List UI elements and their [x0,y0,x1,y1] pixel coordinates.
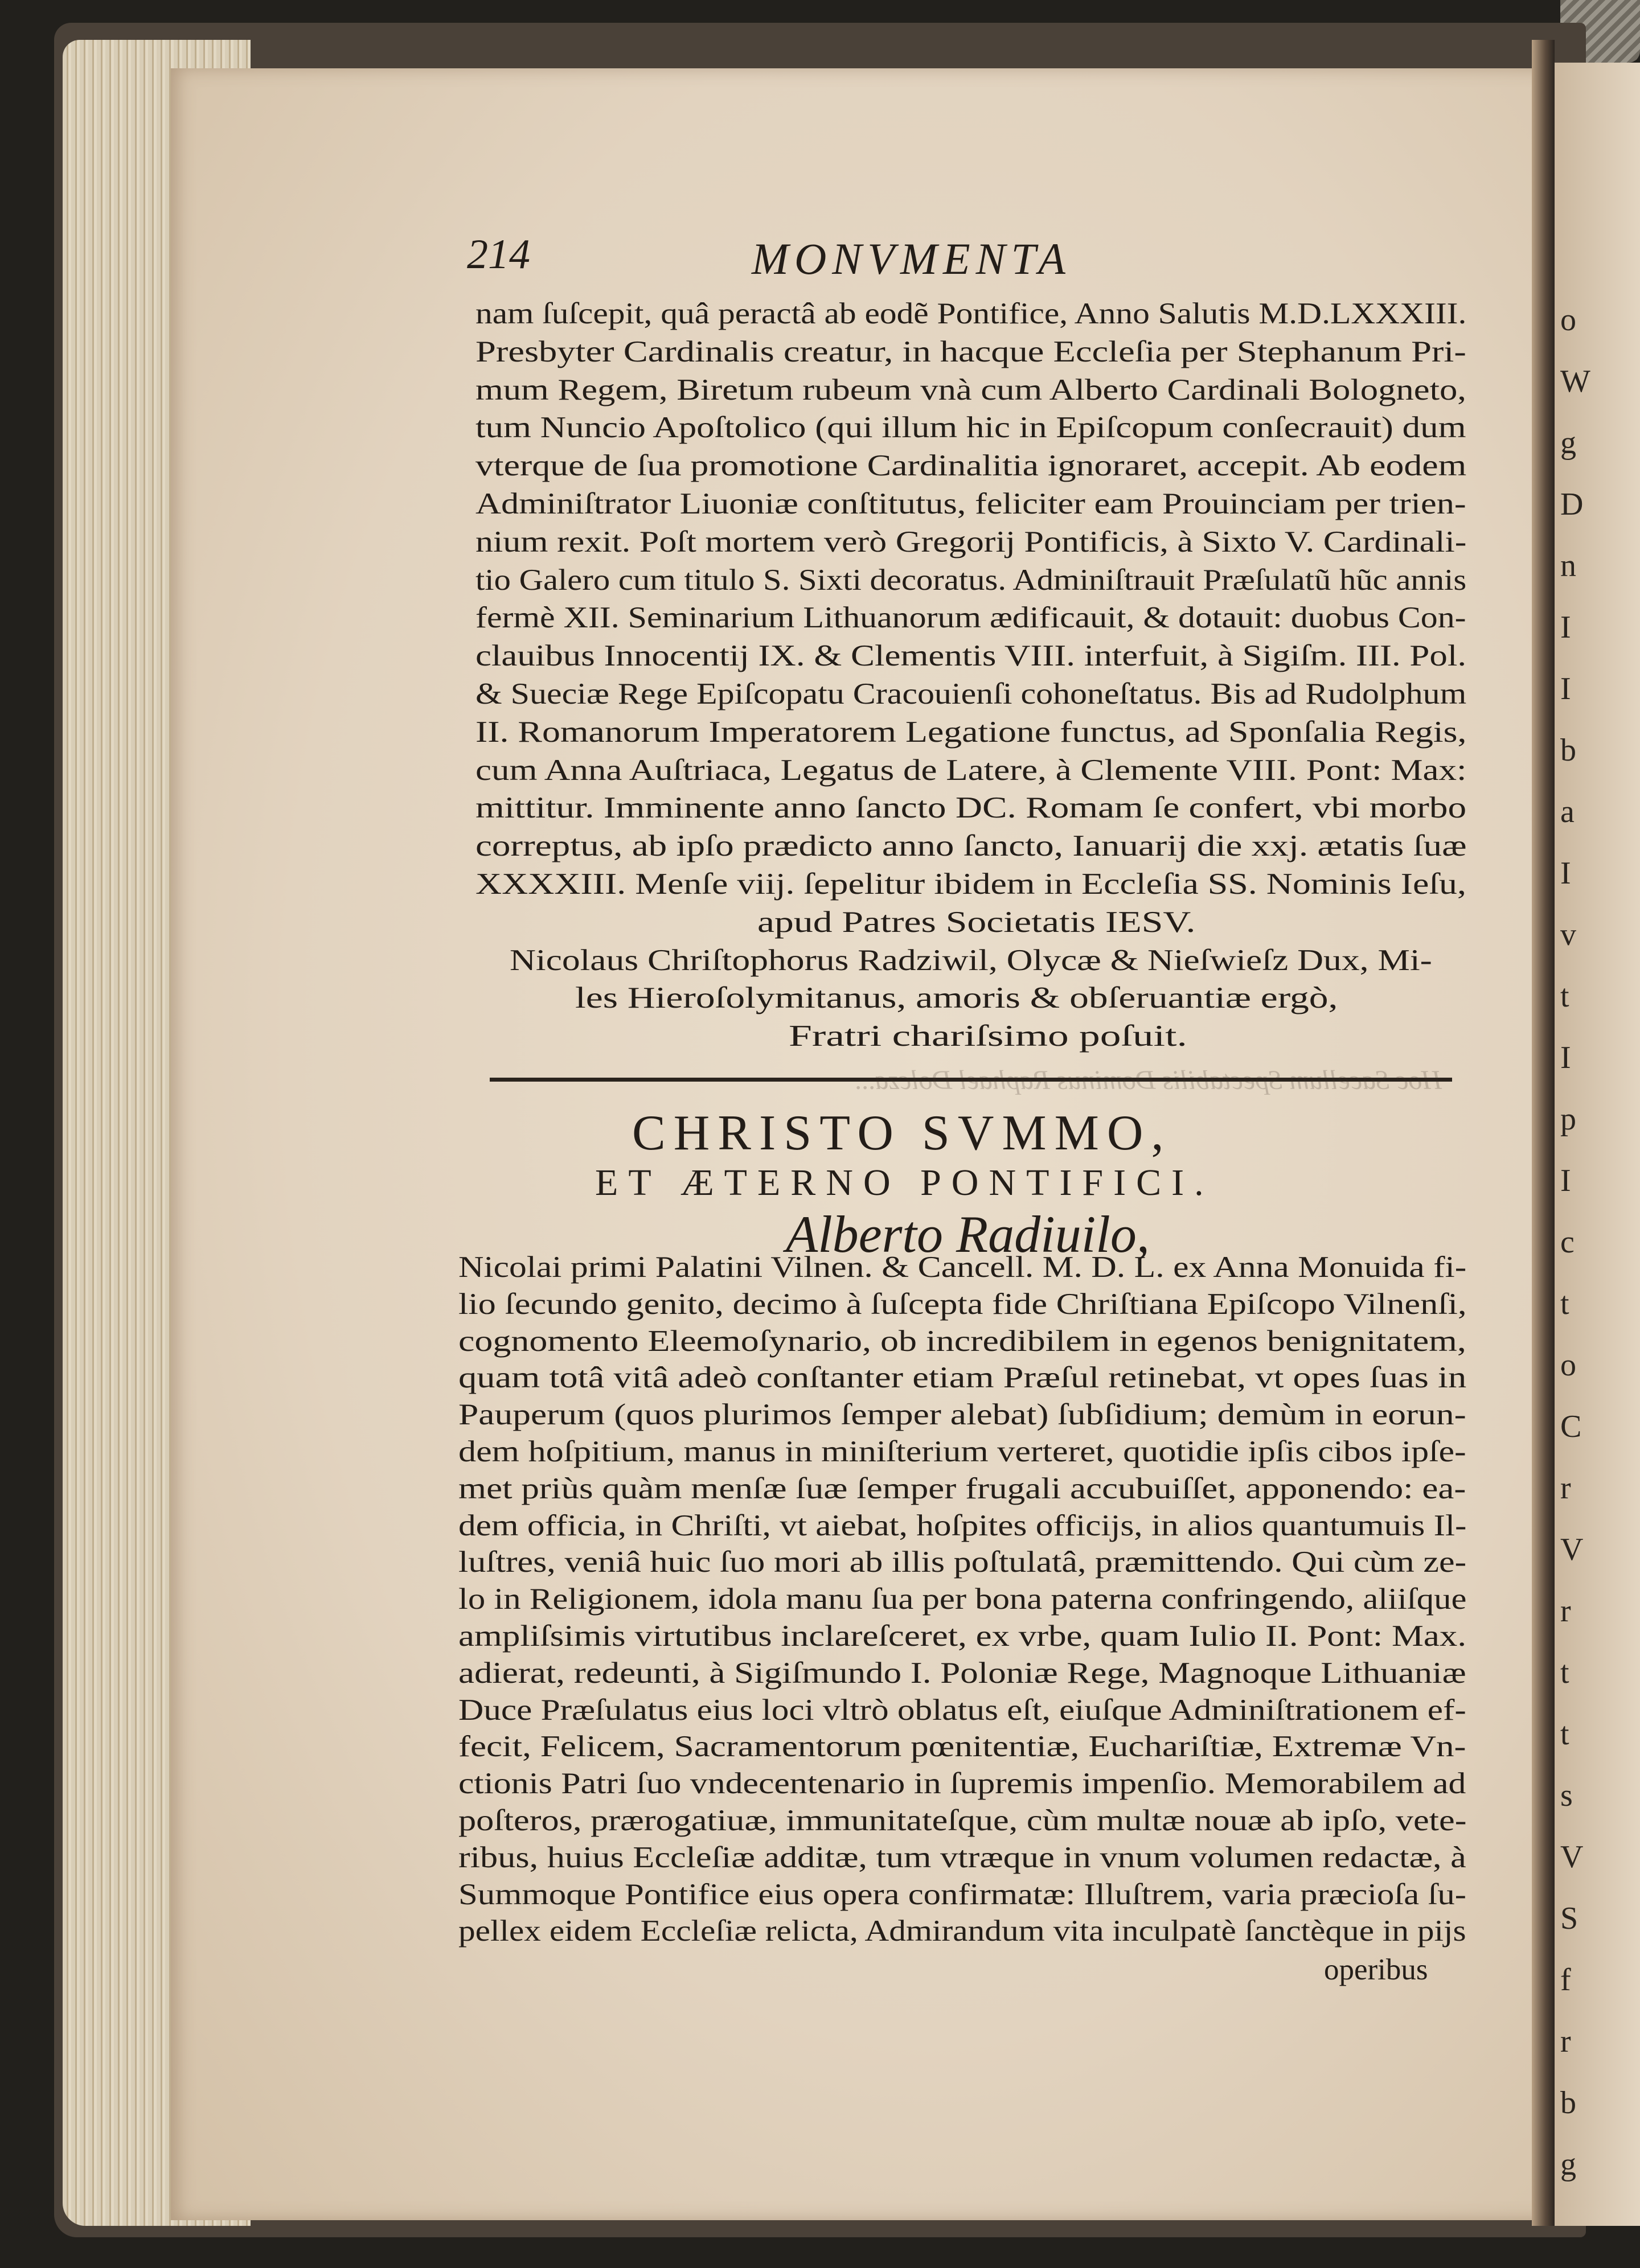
epitaph-1-line: XXXXIII. Menſe viij. ſepelitur ibidem in Eccleſia SS. Nominis Ieſu, [475,868,1466,901]
epitaph-1-line: tum Nuncio Apoſtolico (qui illum hic in Epiſcopum conſecrauit) dum [475,411,1466,445]
page-number: 214 [467,231,530,278]
facing-page-fragment: a [1560,794,1576,829]
facing-page-fragment: t [1560,1655,1571,1690]
epitaph-1-line: tio Galero cum titulo S. Sixti decoratus. Adminiſtrauit Præſulatũ hũc annis [475,563,1467,597]
running-head: MONVMENTA [752,234,1071,284]
facing-page-fragment: b [1560,2085,1577,2121]
epitaph-2-line: Duce Præſulatus eius loci vltrò oblatus eſt, eiuſque Adminiſtrationem ef- [458,1693,1466,1727]
epitaph-1-line: cum Anna Auſtriaca, Legatus de Latere, à Clemente VIII. Pont: Max: [475,753,1467,787]
facing-page-fragment: I [1560,671,1572,706]
epitaph-2-line: lio ſecundo genito, decimo à ſuſcepta fide Chriſtiana Epiſcopo Vilnenſi, [458,1287,1467,1321]
facing-page-fragment: s [1560,1778,1574,1813]
catchword: operibus [1324,1953,1428,1986]
epitaph-2-line: Summoque Pontifice eius opera confirmatæ: Illuſtrem, varia præcioſa ſu- [458,1877,1466,1911]
facing-page-fragment: t [1560,1716,1571,1752]
facing-page-fragment: V [1560,1839,1585,1875]
epitaph-1-line: Nicolaus Chriſtophorus Radziwil, Olycæ & Nieſwieſz Dux, Mi- [510,943,1432,977]
facing-page-fragment: t [1560,1286,1571,1321]
facing-page-fragment: r [1560,2024,1572,2059]
facing-page-fragment: p [1560,1102,1577,1137]
epitaph-2-line: luſtres, veniâ huic ſuo mori ab illis poſtulatâ, præmittendo. Qui cùm ze- [458,1546,1467,1579]
epitaph-2-line: quam totâ vitâ adeò conſtanter etiam Præſul retinebat, vt opes ſuas in [458,1361,1467,1395]
epitaph-heading-3: Alberto Radiuilo, [786,1205,1150,1263]
facing-page-fragment: C [1560,1409,1583,1444]
epitaph-1-line: nam ſuſcepit, quâ peractâ ab eodẽ Pontifice, Anno Salutis M.D.LXXXIII. [475,297,1467,330]
facing-page-fragment: c [1560,1225,1576,1260]
epitaph-1-line: apud Patres Societatis IESV. [757,905,1196,939]
epitaph-1-line: fermè XII. Seminarium Lithuanorum ædificauit, & dotauit: duobus Con- [475,601,1466,635]
facing-page-fragment: W [1560,364,1592,399]
facing-page-fragment: n [1560,548,1577,584]
facing-page-sliver [1555,63,1640,2226]
epitaph-1-line: Fratri chariſsimo poſuit. [789,1020,1187,1053]
facing-page-fragment: V [1560,1532,1585,1567]
epitaph-2-line: poſteros, prærogatiuæ, immunitateſque, cùm multæ nouæ ab ipſo, vete- [458,1804,1467,1837]
facing-page-fragment: I [1560,610,1572,645]
facing-page-fragment: I [1560,1040,1572,1075]
epitaph-2-line: dem hoſpitium, manus in miniſterium verteret, quotidie ipſis cibos ipſe- [458,1435,1466,1468]
show-through-text: Hoc Sacellum Spectabilis Dominus Raphael Dolcza... [854,1065,1442,1095]
epitaph-2-line: adierat, redeunti, à Sigiſmundo I. Poloniæ Rege, Magnoque Lithuaniæ [458,1656,1466,1690]
epitaph-2-line: ctionis Patri ſuo vndecentenario in ſupremis impenſio. Memorabilem ad [458,1767,1466,1801]
epitaph-1-line: vterque de ſua promotione Cardinalitia ignoraret, accepit. Ab eodem [475,449,1467,483]
facing-page-fragment: f [1560,1962,1572,1998]
epitaph-2-line: ribus, huius Eccleſiæ additæ, tum vtræque in vnum volumen redactæ, à [458,1840,1466,1874]
epitaph-1-line: II. Romanorum Imperatorem Legatione functus, ad Sponſalia Regis, [475,715,1467,749]
epitaph-2-line: fecit, Felicem, Sacramentorum pœnitentiæ, Euchariſtiæ, Extremæ Vn- [458,1730,1466,1764]
facing-page-fragment: b [1560,733,1577,768]
epitaph-2-line: lo in Religionem, idola manu ſua per bona paterna confringendo, aliiſque [458,1583,1467,1616]
epitaph-1-line: & Sueciæ Rege Epiſcopatu Cracouienſi cohoneſtatus. Bis ad Rudolphum [475,677,1467,710]
epitaph-1-line: mittitur. Imminente anno ſancto DC. Romam ſe confert, vbi morbo [475,791,1467,825]
facing-page-fragment: g [1560,425,1577,461]
epitaph-2-line: met priùs quàm menſæ ſuæ ſemper frugali accubuiſſet, apponendo: ea- [458,1472,1466,1505]
epitaph-2-line: Nicolai primi Palatini Vilnen. & Cancell. M. D. L. ex Anna Monuida fi- [458,1251,1467,1284]
epitaph-2-line: cognomento Eleemoſynario, ob incredibilem in egenos benignitatem, [458,1324,1466,1358]
facing-page-fragment: S [1560,1901,1580,1936]
epitaph-1-line: mum Regem, Biretum rubeum vnà cum Alberto Cardinali Bologneto, [475,373,1466,406]
epitaph-heading-2: ET ÆTERNO PONTIFICI. [595,1162,1214,1203]
epitaph-heading-1: CHRISTO SVMMO, [632,1106,1172,1161]
facing-page-fragment: o [1560,1347,1577,1383]
epitaph-2-line: Pauperum (quos plurimos ſemper alebat) ſubſidium; demùm in eorun- [458,1398,1466,1432]
gutter-shadow [1532,40,1555,2226]
facing-page-fragment: I [1560,1163,1572,1198]
epitaph-2-line: ampliſsimis virtutibus inclareſceret, ex vrbe, quam Iulio II. Pont: Max. [458,1620,1467,1653]
epitaph-1-line: Adminiſtrator Liuoniæ conſtitutus, feliciter eam Prouinciam per trien- [475,487,1466,520]
epitaph-1-line: clauibus Innocentij IX. & Clementis VIII. interfuit, à Sigiſm. III. Pol. [475,639,1467,673]
facing-page-fragment: r [1560,1470,1572,1506]
facing-page-fragment: g [1560,2147,1577,2182]
facing-page-fragment: D [1560,487,1585,522]
epitaph-1-line: les Hieroſolymitanus, amoris & obſeruantiæ ergò, [575,981,1338,1015]
epitaph-1-line: correptus, ab ipſo prædicto anno ſancto, Ianuarij die xxj. ætatis ſuæ [475,829,1467,863]
facing-page-fragment: o [1560,302,1577,338]
epitaph-2-line: dem officia, in Chriſti, vt aiebat, hoſpites officijs, in alios quantumuis Il- [458,1509,1467,1542]
facing-page-fragment: r [1560,1593,1572,1629]
epitaph-2-line: pellex eidem Eccleſiæ relicta, Admirandum vita inculpatè ſanctèque in pijs [458,1914,1466,1948]
facing-page-fragment: v [1560,917,1577,952]
epitaph-1-line: Presbyter Cardinalis creatur, in hacque Eccleſia per Stephanum Pri- [475,335,1466,368]
facing-page-fragment: I [1560,856,1572,891]
epitaph-1-line: nium rexit. Poſt mortem verò Gregorij Pontificis, à Sixto V. Cardinali- [475,525,1467,558]
facing-page-fragment: t [1560,979,1571,1014]
